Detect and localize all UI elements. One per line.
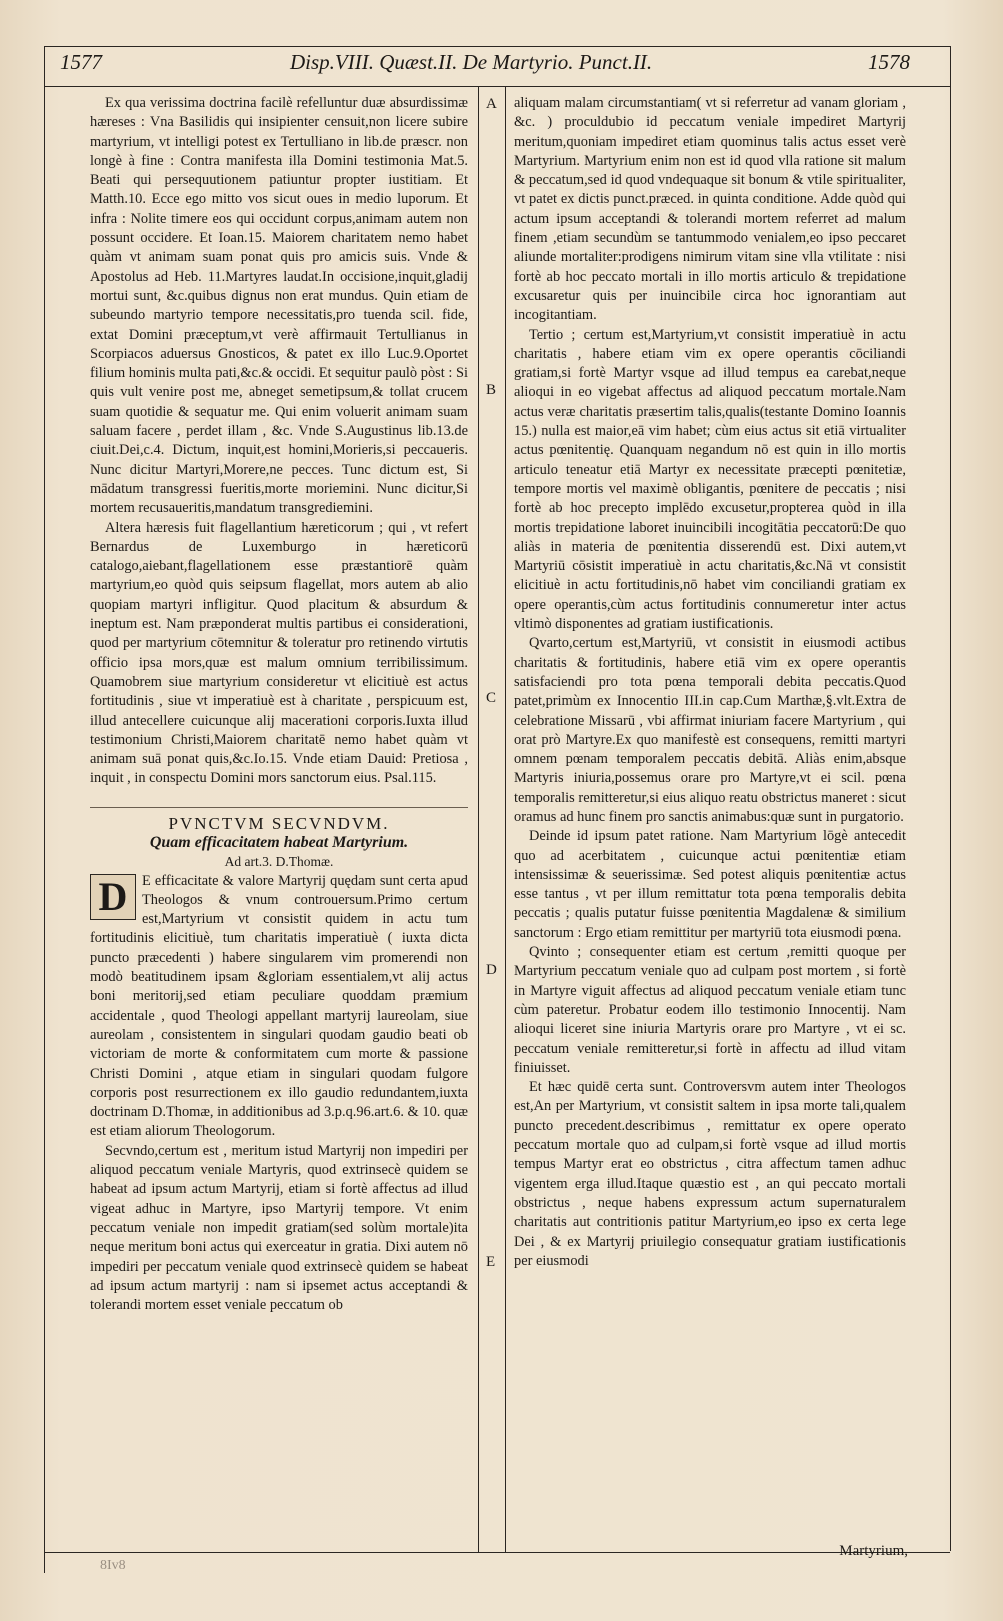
left-column — [90, 94, 468, 1315]
bottom-rule — [44, 1552, 950, 1553]
running-header — [0, 50, 1003, 86]
right-column — [514, 94, 906, 1271]
column-divider-left — [478, 86, 479, 1552]
paragraph: Qvinto ; consequenter etiam est certum ,remitti quoque per Martyrium peccatum veniale quo ad culpam post mortem , si fortè in Martyre viguit affectus ad aliquod peccatum veniale etiam tunc cùm pateretur. Probatur eodem illo testimonio Innocentij. Nam alioqui liceret sine iniuria Martyris orare pro Martyre , vt ei sc. peccatum veniale remitteretur,si fortè in affectu ad illud vitam finiuisset. — [514, 944, 906, 1076]
page-number-left: 1577 — [60, 50, 102, 74]
margin-letter-b: B — [486, 382, 497, 398]
page-frame-left — [44, 46, 45, 1573]
margin-letter-a: A — [486, 96, 497, 112]
paragraph: Tertio ; certum est,Martyrium,vt consistit imperatiuè in actu charitatis , habere etiam vim ex opere operantis cōciliandi gratiam,si fortè Martyr vsque ad illud tempus ea carebat,neque alioqui in eo vigebat affectus ad aliquod peccatum mortale.Nam actus veræ charitatis præsertim talis,qualis(testante Domino Ioannis 15.) nulla est maior,eā vim habet; cùm eius actus sit etiā virtualiter actus pœnitentię. Quanquam negandum nō est quin in illo mortis articulo teneatur etiā Martyr ex necessitate præcepti pœnitetiæ, tempore mortis vel maximè obligantis, pœnitere de peccatis ; nisi fortè ab hoc precepto implēdo excusetur,propterea quòd in illa mortis trepidatione laboret inuincibili incogitātia peccatorū:De quo aliàs in materia de pœnitentia disserendū est. Dixi autem,vt Martyriū cōsistit imperatiuè in actu charitatis,&c.Nā vt consistit elicitiuè in actu fortitudinis,nō habet vim conciliandi gratiam ex opere operantis,cùm actus fortitudinis connumeretur inter actus vltimò disponentes ad gratiam iustificationis. — [514, 326, 906, 633]
section-title: PVNCTVM SECVNDVM. — [168, 813, 390, 833]
page-frame-right — [950, 46, 951, 1551]
page-number-right: 1578 — [868, 50, 910, 74]
paragraph: Deinde id ipsum patet ratione. Nam Martyrium lōgè antecedit quo ad acerbitatem , cuicunque actui pœnitentiæ etiam intensissimæ & seuerissimæ. Sed potest aliquis pœnitentiæ actus esse tantus , vt per illum remittatur tota pœna temporalis debita peccatis ; qualis putatur fuisse pœnitentia Magdalenæ & similium sanctorum : Ergo etiam remittitur per martyriū tota eiusmodi pœna. — [514, 828, 906, 941]
section-reference: Ad art.3. D.Thomæ. — [224, 854, 334, 870]
paragraph-text: E efficacitate & valore Martyrij quędam sunt certa apud Theologos & vnum controuersum.Primo certum est,Martyrium vt consistit quidem in actu tum fortitudinis elicitiuè, tum charitatis imperatiuè ( iuxta dicta puncto præcedenti ) habere singularem vim promerendi non modò beatitudinem ipsam &gloriam essentialem,vt alij actus boni meritorij,sed etiam peculiare quoddam præmium accidentale , quod Theologi appellant martyrij laureolam, siue aureolam , consistentem in singulari quodam gaudio beati ob victoriam de morte & conformitatem cum morte & passione Christi Domini , atque etiam in singulari quodam fulgore corporis post resurrectionem ex illo gaudio redundantem,iuxta doctrinam D.Thomæ, in additionibus ad 3.p.q.96.art.6. & 10. quæ est etiam aliorum Theologorum. — [90, 872, 468, 1140]
paragraph: aliquam malam circumstantiam( vt si referretur ad vanam gloriam , &c. ) proculdubio id peccatum veniale impediret Martyrij meritum,quoniam impediret etiam quominus talis actus esset verè Martyrium. Martyrium enim non est id quod vlla ratione sit malum & peccatum,sed id quod vndequaque sit bonum & vtile spiritualiter, vt patet ex dictis punct.præced. in quinta conditione. Adde quòd qui actum ipsum acceptandi & tolerandi mortem referret ad malum finem ,etiam secundùm se tantummodo venialem,eo ipso peccaret aliunde mortaliter:prodigens nimirum vitam sine vlla vtilitate : nisi fortè ab hoc peccato mortali in illo mortis articulo & trepidatione excusaretur quis per inuincibile circa hoc ignorantiam aut incogitantiam. — [514, 95, 906, 324]
margin-letter-d: D — [486, 962, 497, 978]
paragraph: Et hæc quidē certa sunt. Controversvm autem inter Theologos est,An per Martyrium, vt consistit saltem in ipsa morte tali,qualem puncto precedent.describimus , remittatur ex opere operato peccatum mortale quo ad culpam,si fortè vsque ad illud mortis tempus Martyr erat eo obstrictus , citra affectum tamen adhuc vigentem erga illud.Itaque quæstio est , an qui peccato mortali obstrictus , neque habens expressum actum supernaturalem charitatis aut contritionis patitur Martyrium,eo ipso ex certa lege Dei , & ex Martyrij priuilegio consequatur gratiam iustificationis per eiusmodi — [514, 1079, 906, 1269]
column-divider-right — [505, 86, 506, 1552]
running-title: Disp.VIII. Quæst.II. De Martyrio. Punct.II. — [290, 50, 653, 74]
paragraph: Altera hæresis fuit flagellantium hæreticorum ; qui , vt refert Bernardus de Luxemburgo in hæreticorū catalogo,aiebant,flagellationem esse præstantiorē quàm martyrium,eo quòd quis seipsum flagellat, mors autem ab alio quopiam martyri infligitur. Quod placitum & absurdum & ineptum est. Nam præponderat multis partibus ei considerationi, quod per martyrium cōtemnitur & toleratur pro retinendo virtutis officio ipsa mors,quæ est malum omnium terribilissimum. Quamobrem siue martyrium consideretur vt elicitiuè est actus fortitudinis , siue vt imperatiuè est à charitate , perspicuum est, illud antecellere cuicunque alij macerationi corporis.Iuxta illud testimonium Christi,Maiorem charitatē nemo habet quàm vt animam suā ponat quis,&c.Io.15. Vnde etiam Dauid: Pretiosa , inquit , in conspectu Domini mors sanctorum eius. Psal.115. — [90, 519, 468, 787]
catchword: Martyrium, — [839, 1543, 908, 1559]
section-separator — [90, 797, 468, 808]
section-subtitle: Quam efficacitatem habeat Martyrium. — [149, 833, 409, 851]
signature-mark: 8Iv8 — [100, 1558, 126, 1573]
paragraph: Secvndo,certum est , meritum istud Martyrij non impediri per aliquod peccatum veniale Martyris, quod extrinsecè quidem se habeat ad ipsum actum Martyrij, etiam si fortè affectus ad illud vigeat adhuc in Martyre, ipso Martyrij tempore. Vt enim peccatum veniale non impedit gratiam(sed solùm mortale)ita neque meritum boni actus qui exerceatur in gratia. Dixi autem nō impediri per peccatum veniale quod extrinsecè quidem se habeat ad ipsum actum martyrij : nam si ipsemet actus acceptandi & tolerandi mortem esset veniale peccatum ob — [90, 1142, 468, 1314]
drop-cap-initial: D — [90, 874, 136, 920]
header-rule — [44, 86, 950, 87]
margin-letter-e: E — [486, 1254, 496, 1270]
margin-letter-c: C — [486, 690, 497, 706]
page-frame-top — [44, 46, 950, 47]
paragraph: Ex qua verissima doctrina facilè refelluntur duæ absurdissimæ hæreses : Vna Basilidis qui insipienter censuit,non licere subire martyrium, vt intelligi potest ex Tertulliano in lib.de præscr. non longè à fine : Contra manifesta illa Domini testimonia Mat.5. Beati qui persequutionem patiuntur propter iustitiam. Et Matth.10. Ecce ego mitto vos sicut oues in medio luporum. Et infra : Nolite timere eos qui occidunt corpus,animam autem non possunt occidere. Et Ioan.15. Maiorem charitatem nemo habet quàm vt animam suam ponat quis pro amicis suis. Vnde & Apostolus ad Heb. 11.Martyres laudat.In occisione,inquit,gladij mortui sunt, &c.quibus dignus non erat mundus. Quin etiam de subeundo martyrio tempore necessitatis,pro tuenda scil. fide, extat Domini præceptum,vt verè affirmauit Tertullianus in Scorpiacos aduersus Gnosticos, & patet ex illo Luc.9.Oportet filium hominis multa pati,&c.& occidi. Et sequitur paulò pòst : Si quis vult venire post me, abneget semetipsum,& tollat crucem suam quotidie & sequatur me. Qui enim voluerit animam suam saluam facere , perdet illam , &c. Vnde S.Augustinus lib.13.de ciuit.Dei,c.4. Dictum, inquit,est homini,Morieris,si peccaueris. Nunc dicitur Martyri,Morere,ne pecces. Tunc dictum est, Si mādatum transgressi fueritis,morte moriemini. Nunc dicitur,Si mortem recusaueritis,mandatum transgrediemini. — [90, 95, 468, 517]
paragraph: Qvarto,certum est,Martyriū, vt consistit in eiusmodi actibus charitatis & fortitudinis, habere etiā vim ex opere operantis satisfaciendi pro tota pœna temporali debita peccatis.Quod patet,primùm ex Innocentio III.in cap.Cum Marthæ,§.vlt.Extra de celebratione Missarū , vbi affirmat iniuriam facere Martyrium , qui orat prò Martyre.Ex quo manifestè est consequens, remitti martyri omnem pœnam temporalem peccatis debitā. Aliàs enim,absque Martyris iniuria,possemus orare pro Martyre,vt ei scil. pœna temporalis remitteretur,si eius aliquo reatu obstrictus maneret : sicut oramus ad hunc finem pro sanctis animabus:quæ sunt in purgatorio. — [514, 635, 906, 825]
paragraph-with-initial — [90, 872, 468, 1142]
